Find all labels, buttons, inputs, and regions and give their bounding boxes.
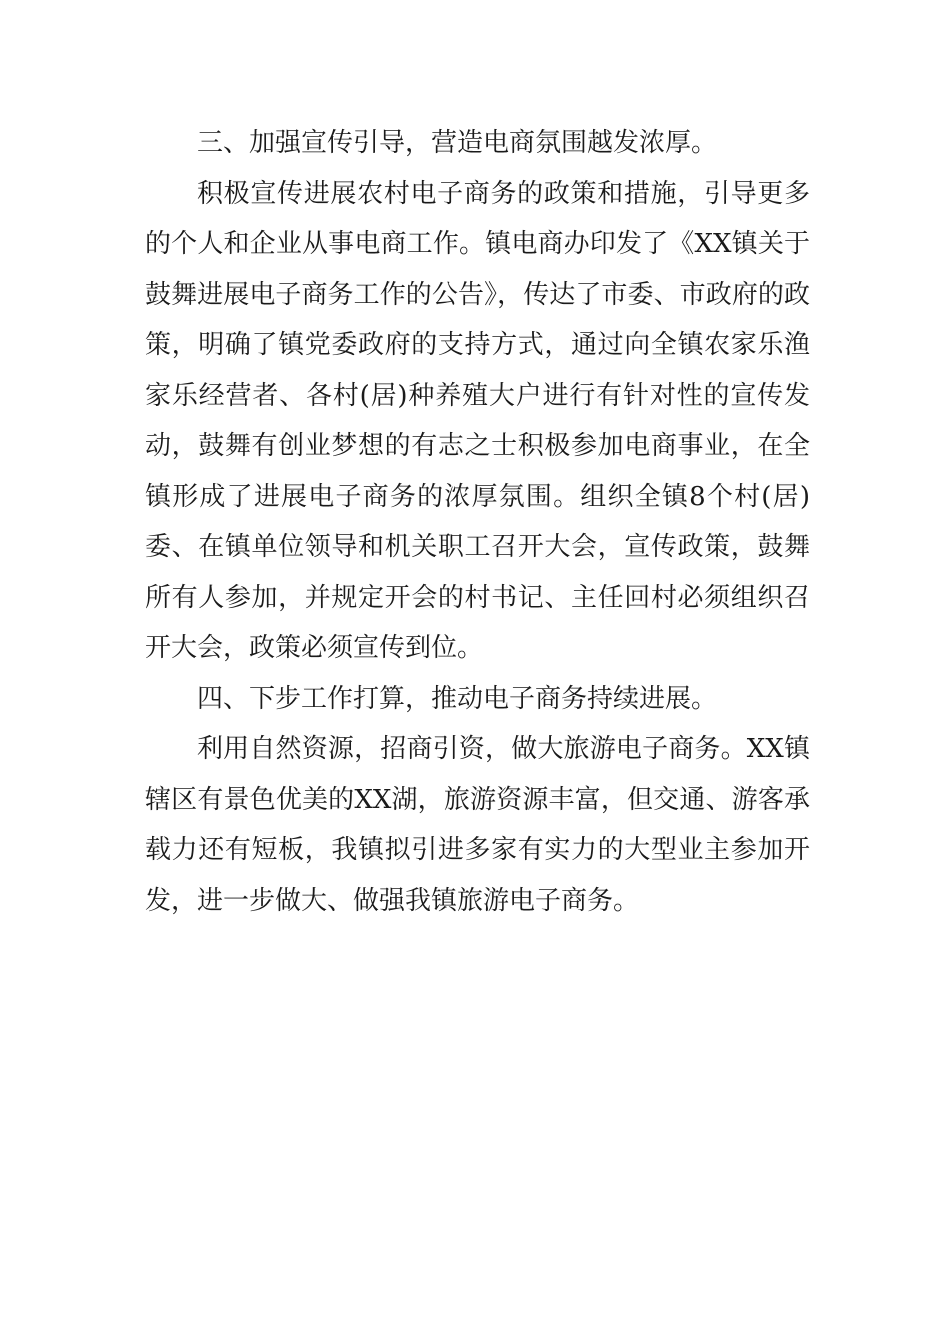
document-page [145, 118, 810, 926]
section-body-3: 积极宣传进展农村电子商务的政策和措施，引导更多的个人和企业从事电商工作。镇电商办印发了《XX镇关于鼓舞进展电子商务工作的公告》，传达了市委、市政府的政策，明确了镇党委政府的支持方式，通过向全镇农家乐渔家乐经营者、各村(居)种养殖大户进行有针对性的宣传发动，鼓舞有创业梦想的有志之士积极参加电商事业，在全镇形成了进展电子商务的浓厚氛围。组织全镇8个村(居)委、在镇单位领导和机关职工召开大会，宣传政策，鼓舞所有人参加，并规定开会的村书记、主任回村必须组织召开大会，政策必须宣传到位。 [145, 178, 810, 663]
section-heading-4: 四、下步工作打算，推动电子商务持续进展。 [197, 683, 718, 714]
section-body-4: 利用自然资源，招商引资，做大旅游电子商务。XX镇辖区有景色优美的XX湖，旅游资源丰富，但交通、游客承载力还有短板，我镇拟引进多家有实力的大型业主参加开发，进一步做大、做强我镇旅游电子商务。 [145, 734, 810, 916]
section-heading-3: 三、加强宣传引导，营造电商氛围越发浓厚。 [197, 128, 718, 158]
